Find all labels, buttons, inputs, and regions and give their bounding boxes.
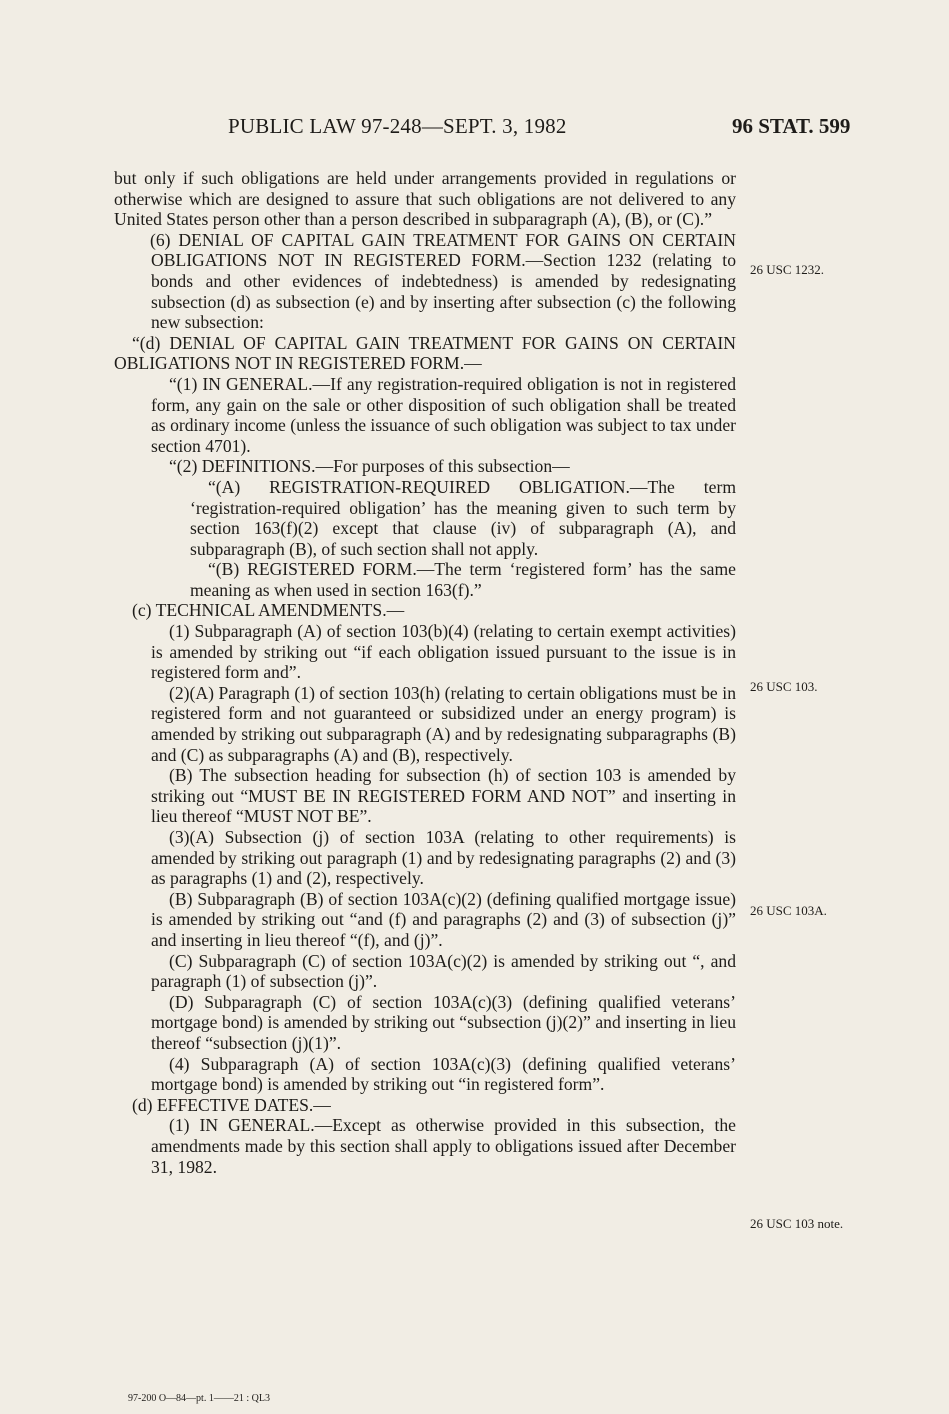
paragraph-c-technical-amendments: (c) TECHNICAL AMENDMENTS.— bbox=[132, 600, 405, 621]
paragraph-d-effective-dates: (d) EFFECTIVE DATES.— bbox=[132, 1094, 331, 1115]
paragraph-6-denial: (6) DENIAL OF CAPITAL GAIN TREATMENT FOR GAINS ON CERTAIN OBLIGATIONS NOT IN REGISTERED FORM.—Section 1232 (relating to bonds and other evidences of indebtedness) is amended by redesignating subsection (d) as subsection (e) and by inserting after subsection (c) the following new subsection: bbox=[150, 229, 736, 333]
paragraph-c4: (4) Subparagraph (A) of section 103A(c)(3) (defining qualified veterans’ mortgage bond) is amended by striking out “in registered form”. bbox=[151, 1053, 736, 1095]
paragraph-d1-effective-general: (1) IN GENERAL.—Except as otherwise provided in this subsection, the amendments made by this section shall apply to obligations issued after December 31, 1982. bbox=[151, 1115, 736, 1177]
page-header-stat: 96 STAT. 599 bbox=[732, 114, 851, 138]
paragraph-c3d: (D) Subparagraph (C) of section 103A(c)(3) (defining qualified veterans’ mortgage bond) is amended by striking out “subsection (j)(2)” and inserting in lieu thereof “subsection (j)(1)”. bbox=[151, 991, 736, 1053]
margin-note-1232: 26 USC 1232. bbox=[750, 262, 825, 277]
paragraph-d2-definitions: “(2) DEFINITIONS.—For purposes of this subsection— bbox=[169, 456, 570, 477]
paragraph-d2a-registration: “(A) REGISTRATION-REQUIRED OBLIGATION.—The term ‘registration-required obligation’ has the meaning given to such term by section 163(f)(2) except that clause (iv) of subparagraph (A), and subparagraph (B), of such section shall not apply. bbox=[190, 476, 736, 559]
paragraph-d1-general: “(1) IN GENERAL.—If any registration-required obligation is not in registered form, any gain on the sale or other disposition of such obligation shall be treated as ordinary income (unless the issuance of such obligation was subject to tax under section 4701). bbox=[151, 373, 736, 456]
paragraph-c3b: (B) Subparagraph (B) of section 103A(c)(2) (defining qualified mortgage issue) is amended by striking out “and (f) and paragraphs (2) and (3) of subsection (j)” and inserting in lieu thereof “(f), and (j)”. bbox=[151, 888, 736, 950]
margin-note-103-note: 26 USC 103 note. bbox=[750, 1216, 844, 1231]
paragraph-c3a: (3)(A) Subsection (j) of section 103A (relating to other requirements) is amended by striking out paragraph (1) and by redesignating paragraphs (2) and (3) as paragraphs (1) and (2), respectively. bbox=[151, 827, 736, 889]
paragraph-c1: (1) Subparagraph (A) of section 103(b)(4) (relating to certain exempt activities) is amended by striking out “if each obligation issued pursuant to the issue is in registered form and”. bbox=[151, 621, 736, 683]
margin-note-103: 26 USC 103. bbox=[750, 679, 818, 694]
paragraph-c3c: (C) Subparagraph (C) of section 103A(c)(2) is amended by striking out “, and paragraph (1) of subsection (j)”. bbox=[151, 950, 736, 992]
page-footer-code: 97-200 O—84—pt. 1——21 : QL3 bbox=[128, 1393, 270, 1404]
paragraph-d2b-registered-form: “(B) REGISTERED FORM.—The term ‘registered form’ has the same meaning as when used in section 163(f).” bbox=[190, 559, 736, 600]
paragraph-c2b: (B) The subsection heading for subsection (h) of section 103 is amended by striking out “MUST BE IN REGISTERED FORM AND NOT” and inserting in lieu thereof “MUST NOT BE”. bbox=[151, 765, 736, 827]
paragraph-continuation: but only if such obligations are held under arrangements provided in regulations or otherwise which are designed to assure that such obligations are not delivered to any United States person other than a person described in subparagraph (A), (B), or (C).” bbox=[114, 168, 736, 230]
paragraph-c2a: (2)(A) Paragraph (1) of section 103(h) (relating to certain obligations must be in registered form and not guaranteed or subsidized under an energy program) is amended by striking out subparagraph (A) and by redesignating subparagraphs (B) and (C) as subparagraphs (A) and (B), respectively. bbox=[151, 682, 736, 765]
page-header-title: PUBLIC LAW 97-248—SEPT. 3, 1982 bbox=[228, 114, 567, 138]
paragraph-subsection-d-heading: “(d) DENIAL OF CAPITAL GAIN TREATMENT FOR GAINS ON CERTAIN OBLIGATIONS NOT IN REGISTERED FORM.— bbox=[114, 332, 736, 374]
margin-note-103a: 26 USC 103A. bbox=[750, 903, 827, 918]
document-body bbox=[114, 168, 736, 1177]
